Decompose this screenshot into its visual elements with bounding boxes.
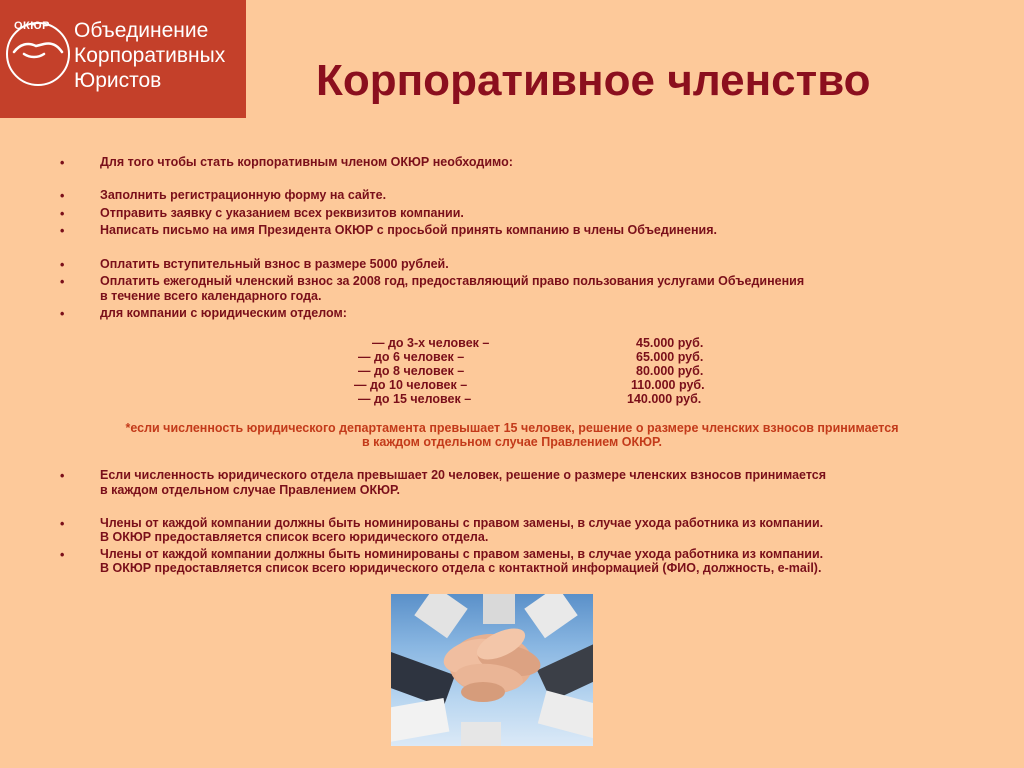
fee-tier-label: — до 8 человек – [358,364,465,378]
bullet: • [60,258,65,272]
step-3: Написать письмо на имя Президента ОКЮР с просьбой принять компанию в члены Объединения. [100,223,718,237]
teamwork-hands-image [391,594,593,746]
rule-20-text-2: в каждом отдельном случае Правлением ОКЮР. [100,483,400,497]
fee-tier-label: — до 3-х человек – [372,336,490,350]
step-1: Заполнить регистрационную форму на сайте. [100,188,387,202]
legal-dept-text: для компании с юридическим отделом: [100,306,347,320]
members-text-3: Члены от каждой компании должны быть номинированы с правом замены, в случае ухода работника из компании. [100,547,824,561]
members-text-4: В ОКЮР предоставляется список всего юридического отдела с контактной информацией (ФИО, должность, e-mail). [100,561,822,575]
bullet: • [60,548,65,562]
logo-line-2: Корпоративных [74,44,226,67]
bullet: • [60,156,65,170]
bullet: • [60,207,65,221]
fee-tier-label: — до 15 человек – [358,392,472,406]
bullet: • [60,307,65,321]
bullet: • [60,189,65,203]
step-2: Отправить заявку с указанием всех реквизитов компании. [100,206,464,220]
members-text-2: В ОКЮР предоставляется список всего юридического отдела. [100,530,489,544]
intro-text: Для того чтобы стать корпоративным членом ОКЮР необходимо: [100,155,513,169]
bullet: • [60,275,65,289]
fee-tier-label: — до 10 человек – [354,378,468,392]
fee-tier-value: 65.000 руб. [636,350,704,364]
fee-tier-label: — до 6 человек – [358,350,465,364]
logo-abbr: ОКЮР [14,20,50,32]
logo-line-3: Юристов [74,69,162,92]
logo-line-1: Объединение [74,19,209,42]
rule-20-text-1: Если численность юридического отдела превышает 20 человек, решение о размере членских взносов принимается [100,468,827,482]
members-text-1: Члены от каждой компании должны быть номинированы с правом замены, в случае ухода работника из компании. [100,516,824,530]
entry-fee-text: Оплатить вступительный взнос в размере 5000 рублей. [100,257,449,271]
fee-tier-value: 45.000 руб. [636,336,704,350]
fee-tier-value: 140.000 руб. [627,392,702,406]
bullet: • [60,224,65,238]
page-title: Корпоративное членство [316,56,871,105]
annual-fee-text-1: Оплатить ежегодный членский взнос за 2008 год, предоставляющий право пользования услугами Объединения [100,274,805,288]
note-line-2: в каждом отдельном случае Правлением ОКЮР. [362,435,662,449]
fee-tier-value: 110.000 руб. [631,378,705,392]
fee-tier-value: 80.000 руб. [636,364,704,378]
note-line-1: *если численность юридического департамента превышает 15 человек, решение о размере членских взносов принимается [125,421,899,435]
bullet: • [60,469,65,483]
annual-fee-text-2: в течение всего календарного года. [100,289,322,303]
bullet: • [60,517,65,531]
